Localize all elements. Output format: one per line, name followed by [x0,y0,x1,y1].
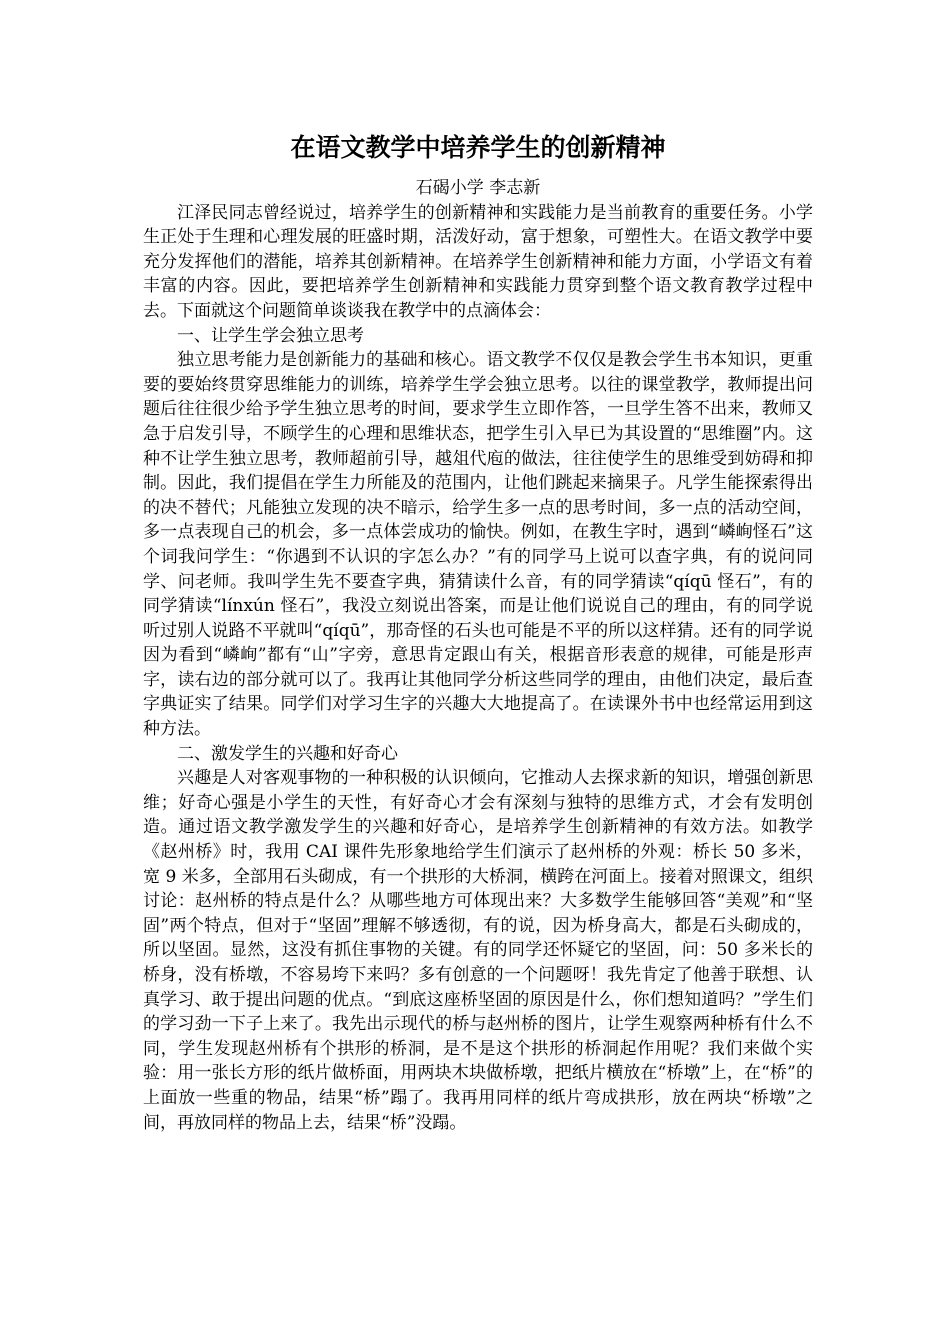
intro-paragraph: 江泽民同志曾经说过，培养学生的创新精神和实践能力是当前教育的重要任务。小学生正处于生理和心理发展的旺盛时期，活泼好动，富于想象，可塑性大。在语文教学中要充分发挥他们的潜能，培养其创新精神。在培养学生创新精神和能力方面，小学语文有着丰富的内容。因此，要把培养学生创新精神和实践能力贯穿到整个语文教育教学过程中去。下面就这个问题简单谈谈我在教学中的点滴体会： [143,202,813,321]
section-body-2: 兴趣是人对客观事物的一种积极的认识倾向，它推动人去探求新的知识，增强创新思维；好奇心强是小学生的天性，有好奇心才会有深刻与独特的思维方式，才会有发明创造。通过语文教学激发学生的兴趣和好奇心，是培养学生创新精神的有效方法。如教学《赵州桥》时，我用 CAI 课件先形象地给学生们演示了赵州桥的外观：桥长 50 多米，宽 9 米多，全部用石头砌成，有一个拱形的大桥洞，横跨在河面上。接着对照课文，组织讨论：赵州桥的特点是什么？从哪些地方可体现出来？大多数学生能够回答“美观”和“坚固”两个特点，但对于“坚固”理解不够透彻，有的说，因为桥身高大，都是石头砌成的，所以坚固。显然，这没有抓住事物的关键。有的同学还怀疑它的坚固，问：50 多米长的桥身，没有桥墩，不容易垮下来吗？多有创意的一个问题呀！我先肯定了他善于联想、认真学习、敢于提出问题的优点。“到底这座桥坚固的原因是什么，你们想知道吗？”学生们的学习劲一下子上来了。我先出示现代的桥与赵州桥的图片，让学生观察两种桥有什么不同，学生发现赵州桥有个拱形的桥洞，是不是这个拱形的桥洞起作用呢？我们来做个实验：用一张长方形的纸片做桥面，用两块木块做桥墩，把纸片横放在“桥墩”上，在“桥”的上面放一些重的物品，结果“桥”蹋了。我再用同样的纸片弯成拱形，放在两块“桥墩”之间，再放同样的物品上去，结果“桥”没蹋。 [143,768,813,1133]
document-title: 在语文教学中培养学生的创新精神 [290,133,666,162]
section-heading-2: 二、激发学生的兴趣和好奇心 [177,743,398,764]
author-byline: 石碣小学 李志新 [415,178,541,198]
document-page [143,128,813,1135]
section-body-1: 独立思考能力是创新能力的基础和核心。语文教学不仅仅是教会学生书本知识，更重要的要始终贯穿思维能力的训练，培养学生学会独立思考。以往的课堂教学，教师提出问题后往往很少给予学生独立思考的时间，要求学生立即作答，一旦学生答不出来，教师又急于启发引导，不顾学生的心理和思维状态，把学生引入早已为其设置的“思维圈”内。这种不让学生独立思考，教师超前引导，越俎代庖的做法，往往使学生的思维受到妨碍和抑制。因此，我们提倡在学生力所能及的范围内，让他们跳起来摘果子。凡学生能探索得出的决不替代；凡能独立发现的决不暗示，给学生多一点的思考时间，多一点的活动空间，多一点表现自己的机会，多一点体尝成功的愉快。例如，在教生字时，遇到“嶙峋怪石”这个词我问学生：“你遇到不认识的字怎么办？”有的同学马上说可以查字典，有的说问同学、问老师。我叫学生先不要查字典，猜猜读什么音，有的同学猜读“qíqū 怪石”，有的同学猜读“línxún 怪石”，我没立刻说出答案，而是让他们说说自己的理由，有的同学说听过别人说路不平就叫“qíqū”，那奇怪的石头也可能是不平的所以这样猜。还有的同学说因为看到“嶙峋”都有“山”字旁，意思肯定跟山有关，根据音形表意的规律，可能是形声字，读右边的部分就可以了。我再让其他同学分析这些同学的理由，由他们决定，最后查字典证实了结果。同学们对学习生字的兴趣大大地提高了。在读课外书中也经常运用到这种方法。 [143,350,813,740]
section-heading-1: 一、让学生学会独立思考 [177,325,364,346]
